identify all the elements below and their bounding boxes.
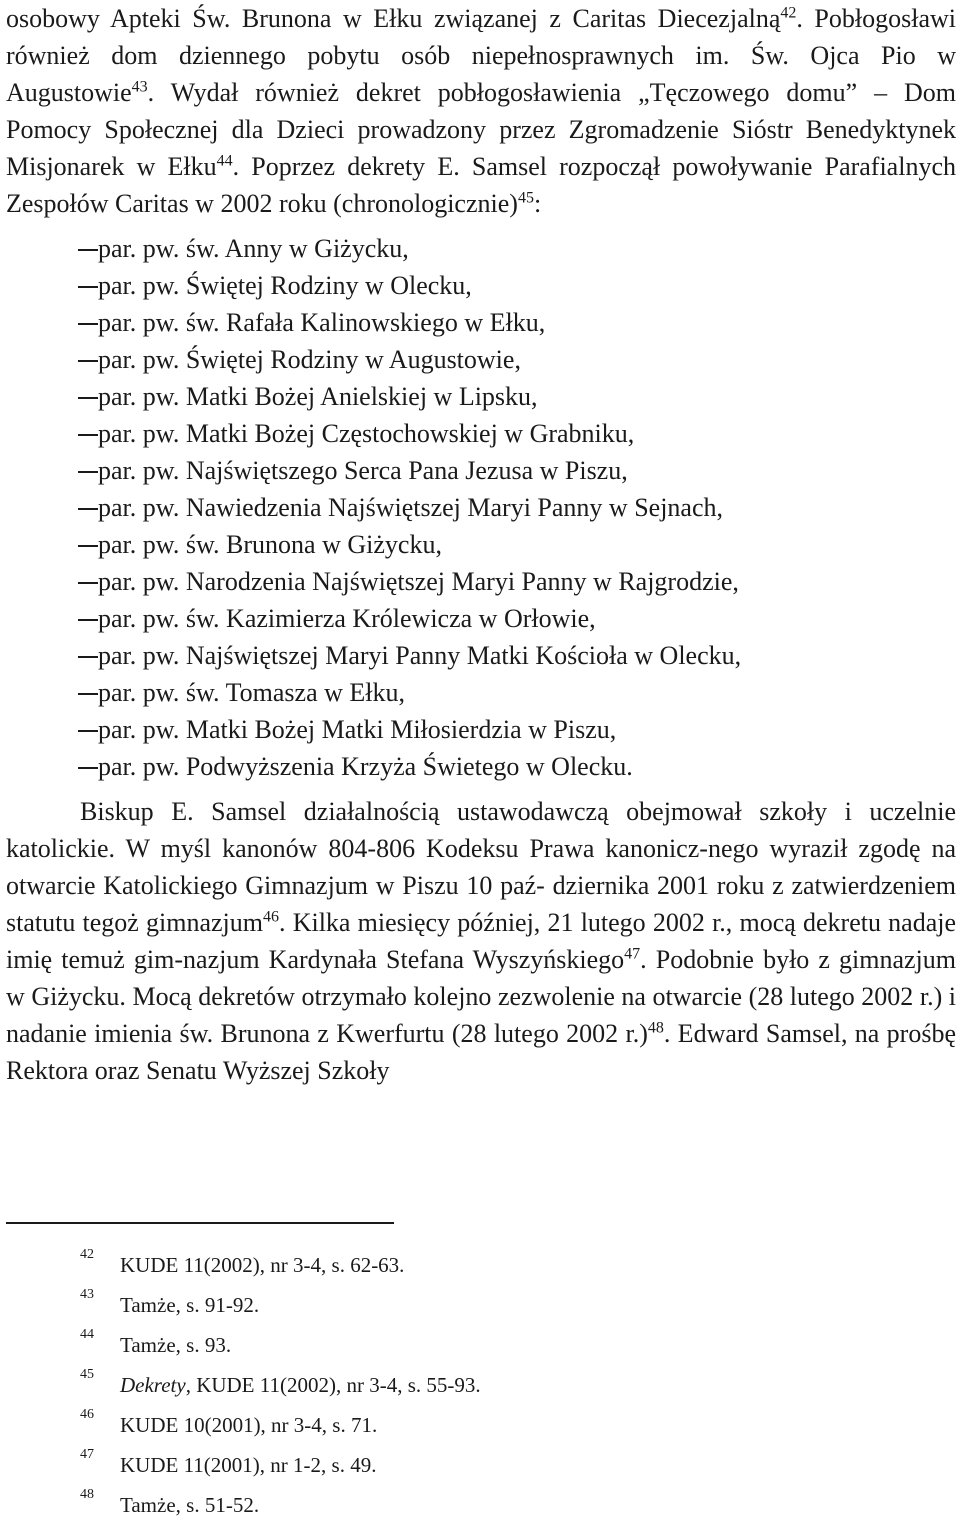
list-item: par. pw. Najświętszej Maryi Panny Matki Kościoła w Olecku, (6, 637, 956, 674)
paragraph-caritas (6, 0, 956, 222)
dash-bullet (78, 767, 98, 769)
list-item: par. pw. Nawiedzenia Najświętszej Maryi Panny w Sejnach, (6, 489, 956, 526)
dash-bullet (78, 619, 98, 621)
list-item: par. pw. Świętej Rodziny w Olecku, (6, 267, 956, 304)
paragraph-text: . Kilka miesięcy później, 21 lutego 2002 r., mocą dekretu nadaje imię temuż gim- (6, 908, 957, 974)
dash-bullet (78, 286, 98, 288)
dash-bullet (78, 323, 98, 325)
dash-bullet (78, 582, 98, 584)
footnote-number: 45 (80, 1367, 94, 1382)
list-item: par. pw. Matki Bożej Anielskiej w Lipsku, (6, 378, 956, 415)
document-page (6, 0, 957, 1517)
paragraph-text: . Wydał również dekret pobłogosławienia „Tęczowego domu” – Dom Pomocy Społecznej dla Dzieci prowadzony przez Zgromadzenie Sióstr Benedyktynek Misjonarek w Ełku (6, 78, 956, 181)
footnote (6, 1485, 906, 1525)
paragraph-text: dziernika 2001 roku z zatwierdzeniem statutu tegoż gimnazjum (6, 871, 957, 937)
footnote-text: KUDE 10(2001), nr 3-4, s. 71. (120, 1413, 378, 1437)
footnote-number: 47 (80, 1447, 94, 1462)
list-item: par. pw. św. Tomasza w Ełku, (6, 674, 956, 711)
footnote-ref: 45 (517, 189, 534, 207)
footnote-number: 48 (80, 1487, 94, 1502)
footnote-text: KUDE 11(2001), nr 1-2, s. 49. (120, 1453, 377, 1477)
paragraph-text: : (533, 189, 542, 218)
dash-bullet (78, 249, 98, 251)
dash-bullet (78, 693, 98, 695)
paragraph-text: . Edward Samsel, na prośbę Rektora oraz Senatu Wyższej Szkoły (6, 1019, 956, 1085)
footnote-number: 46 (80, 1407, 94, 1422)
list-item: par. pw. Matki Bożej Częstochowskiej w Grabniku, (6, 415, 956, 452)
footnote-number: 44 (80, 1327, 94, 1342)
footnote-text: Tamże, s. 51-52. (120, 1493, 260, 1517)
list-item: par. pw. Świętej Rodziny w Augustowie, (6, 341, 956, 378)
footnote-ref: 42 (780, 4, 797, 22)
footnote (6, 1285, 906, 1325)
paragraph-text: Biskup E. Samsel działalnością ustawodawczą obejmował szkoły i uczelnie katolickie. W myśl kanonów 804-806 Kodeksu Prawa kanonicz- (6, 797, 956, 863)
paragraph-text: osobowy Apteki Św. Brunona w Ełku związanej z Caritas Diecezjalną (6, 4, 781, 33)
dash-bullet (78, 434, 98, 436)
dash-bullet (78, 360, 98, 362)
footnote (6, 1325, 906, 1365)
paragraph-text: . Podobnie było z gimnazjum w Giżycku. Mocą dekretów otrzymało kolejno zezwolenie na otwarcie (28 lutego 2002 r.) i nadanie imienia św. Brunona z Kwerfurtu (28 lutego 2002 r.) (6, 945, 957, 1048)
dash-bullet (78, 397, 98, 399)
footnote-italic-title: Dekrety (120, 1373, 186, 1397)
list-item: par. pw. św. Rafała Kalinowskiego w Ełku, (6, 304, 956, 341)
dash-bullet (78, 656, 98, 658)
footnote-separator (6, 1222, 394, 1224)
footnote (6, 1245, 906, 1285)
footnote-number: 42 (80, 1247, 94, 1262)
list-item: par. pw. św. Brunona w Giżycku, (6, 526, 956, 563)
footnote-ref: 47 (624, 945, 641, 963)
footnote (6, 1445, 906, 1485)
paragraph-schools (6, 793, 956, 1089)
dash-bullet (78, 508, 98, 510)
footnotes (6, 1245, 906, 1525)
list-item: par. pw. Najświętszego Serca Pana Jezusa w Piszu, (6, 452, 956, 489)
paragraph-text: . Poprzez dekrety E. Samsel rozpoczął powoływanie Parafialnych Zespołów Caritas w 2002 roku (chronologicznie) (6, 152, 956, 218)
footnote-ref: 46 (263, 908, 280, 926)
list-item: par. pw. Podwyższenia Krzyża Świetego w Olecku. (6, 748, 956, 785)
footnote-text: Tamże, s. 91-92. (120, 1293, 260, 1317)
footnote-number: 43 (80, 1287, 94, 1302)
parish-list (6, 230, 956, 785)
footnote (6, 1405, 906, 1445)
paragraph-text: nazjum Kardynała Stefana Wyszyńskiego (183, 945, 625, 974)
footnote-ref: 48 (647, 1019, 664, 1037)
dash-bullet (78, 471, 98, 473)
footnote-text: KUDE 11(2002), nr 3-4, s. 62-63. (120, 1253, 405, 1277)
paragraph-text: . Pobłogosławi również dom dziennego pobytu osób niepełnosprawnych im. Św. Ojca Pio w Augustowie (6, 4, 956, 107)
dash-bullet (78, 730, 98, 732)
footnote (6, 1365, 906, 1405)
list-item: par. pw. św. Kazimierza Królewicza w Orłowie, (6, 600, 956, 637)
list-item: par. pw. św. Anny w Giżycku, (6, 230, 956, 267)
footnote-text: Tamże, s. 93. (120, 1333, 232, 1357)
dash-bullet (78, 545, 98, 547)
paragraph-text: nego wyraził zgodę na otwarcie Katolickiego Gimnazjum w Piszu 10 paź- (6, 834, 956, 900)
list-item: par. pw. Narodzenia Najświętszej Maryi Panny w Rajgrodzie, (6, 563, 956, 600)
list-item: par. pw. Matki Bożej Matki Miłosierdzia w Piszu, (6, 711, 956, 748)
footnote-ref: 44 (216, 152, 233, 170)
footnote-ref: 43 (131, 78, 148, 96)
footnote-text: Dekrety, KUDE 11(2002), nr 3-4, s. 55-93. (120, 1373, 481, 1397)
